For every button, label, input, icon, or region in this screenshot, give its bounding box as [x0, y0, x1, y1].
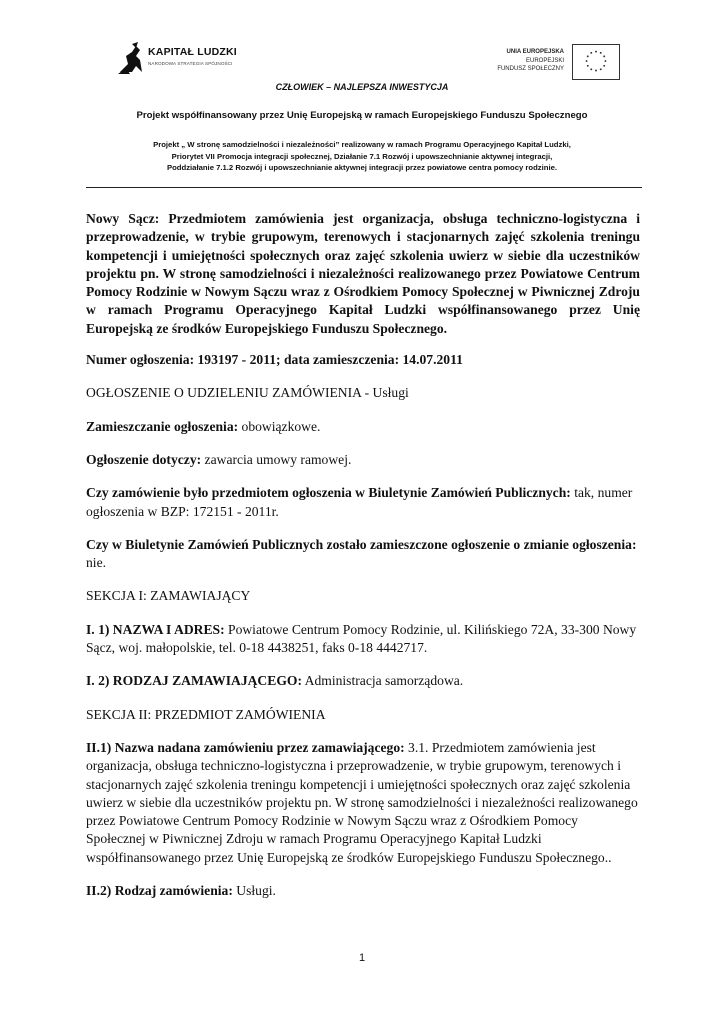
order-name-value: 3.1. Przedmiotem zamówienia jest organizacja, obsługa techniczno-logistyczna i przeprowadzenie, w trybie grupowym, terenowych i stacjonarnych zajęć szkolenia treningu kompetencji i umiejętności społecznych oraz zajęć szkolenia uwierz w siebie dla uczestników projektu pn. W stronę samodzielności i niezależności realizowanego przez Powiatowe Centrum Pomocy Rodzinie w Nowym Sączu wraz z Ośrodkiem Pomocy Społecznej w Piwnicznej Zdroju w ramach Programu Operacyjnego Kapitał Ludzki współfinansowanego przez Unię Europejską ze środków Europejskiego Funduszu Społecznego.. [86, 739, 638, 865]
kapital-ludzki-figure-icon [118, 42, 144, 76]
header-description-line: Poddziałanie 7.1.2 Rozwój i upowszechnianie aktywnej integracji przez powiatowe centra pomocy rodzinie. [166, 163, 557, 173]
header-project-line: Projekt współfinansowany przez Unię Europejską w ramach Europejskiego Funduszu Społecznego [136, 110, 588, 121]
eu-logo-line2: EUROPEJSKI [525, 57, 564, 64]
kapital-ludzki-logo [118, 40, 268, 80]
order-type-label: II.2) Rodzaj zamówienia: [86, 883, 233, 899]
orderer-type-label: I. 2) RODZAJ ZAMAWIAJĄCEGO: [86, 673, 302, 689]
eu-logo-text [497, 48, 564, 74]
order-name-label: II.1) Nazwa nadana zamówieniu przez zamawiającego: [86, 739, 405, 755]
change-label: Czy w Biuletynie Zamówień Publicznych zostało zamieszczone ogłoszenie o zmianie ogłoszenia: [86, 536, 637, 552]
bzp-paragraph [86, 484, 640, 521]
order-name-paragraph [86, 739, 640, 867]
concerns-label: Ogłoszenie dotyczy: [86, 451, 202, 467]
placement-value: obowiązkowe. [238, 418, 321, 434]
placement-paragraph [86, 418, 640, 436]
bzp-value: tak, numer ogłoszenia w BZP: 172151 - 2011r. [86, 485, 633, 519]
placement-label: Zamieszczanie ogłoszenia: [86, 418, 239, 434]
eu-flag-icon [572, 44, 620, 80]
eu-logo [480, 44, 620, 82]
kapital-ludzki-subtitle: NARODOWA STRATEGIA SPÓJNOŚCI [148, 61, 233, 66]
header-description-line: Projekt „ W stronę samodzielności i niezależności” realizowany w ramach Programu Operacyjnego Kapitał Ludzki, [153, 140, 571, 149]
eu-logo-line3: FUNDUSZ SPOŁECZNY [497, 66, 564, 73]
section-1-title: SEKCJA I: ZAMAWIAJĄCY [86, 588, 251, 604]
header-slogan: CZŁOWIEK – NAJLEPSZA INWESTYCJA [275, 82, 449, 92]
page-number: 1 [358, 952, 366, 964]
header-divider [86, 187, 642, 188]
orderer-type-value: Administracja samorządowa. [302, 673, 464, 689]
kapital-ludzki-brand: KAPITAŁ LUDZKI [148, 46, 237, 58]
concerns-value: zawarcia umowy ramowej. [201, 451, 352, 467]
eu-logo-line1: UNIA EUROPEJSKA [506, 49, 564, 55]
announcement-number: Numer ogłoszenia: 193197 - 2011; data zamieszczenia: 14.07.2011 [86, 352, 463, 368]
change-value: nie. [86, 555, 107, 571]
name-address-paragraph [86, 621, 640, 658]
change-paragraph [86, 536, 640, 573]
order-type-paragraph [86, 882, 640, 900]
announcement-type: OGŁOSZENIE O UDZIELENIU ZAMÓWIENIA - Usługi [86, 385, 409, 401]
document-body [86, 210, 640, 915]
header-description [80, 139, 644, 174]
orderer-type-paragraph [86, 672, 640, 690]
section-2-title: SEKCJA II: PRZEDMIOT ZAMÓWIENIA [86, 706, 326, 722]
bzp-label: Czy zamówienie było przedmiotem ogłoszenia w Biuletynie Zamówień Publicznych: [86, 485, 571, 501]
intro-paragraph: Nowy Sącz: Przedmiotem zamówienia jest organizacja, obsługa techniczno-logistyczna i przeprowadzenie, w trybie grupowym, terenowych i stacjonarnych zajęć szkolenia treningu kompetencji i umiejętności społecznych oraz zajęć szkolenia uwierz w siebie dla uczestników projektu pn. W stronę samodzielności i niezależności realizowanego przez Powiatowe Centrum Pomocy Rodzinie w Nowym Sączu wraz z Ośrodkiem Pomocy Społecznej w Piwnicznej Zdroju w ramach Programu Operacyjnego Kapitał Ludzki współfinansowanego przez Unię Europejską ze środków Europejskiego Funduszu Społecznego. [86, 211, 640, 336]
header-description-line: Priorytet VII Promocja integracji społecznej, Działanie 7.1 Rozwój i upowszechnianie aktywnej integracji, [171, 151, 553, 161]
name-address-value: Powiatowe Centrum Pomocy Rodzinie, ul. Kilińskiego 72A, 33-300 Nowy Sącz, woj. małopolskie, tel. 0-18 4438251, faks 0-18 4442717. [86, 621, 637, 656]
order-type-value: Usługi. [232, 883, 276, 899]
name-address-label: I. 1) NAZWA I ADRES: [86, 621, 225, 637]
concerns-paragraph [86, 451, 640, 469]
